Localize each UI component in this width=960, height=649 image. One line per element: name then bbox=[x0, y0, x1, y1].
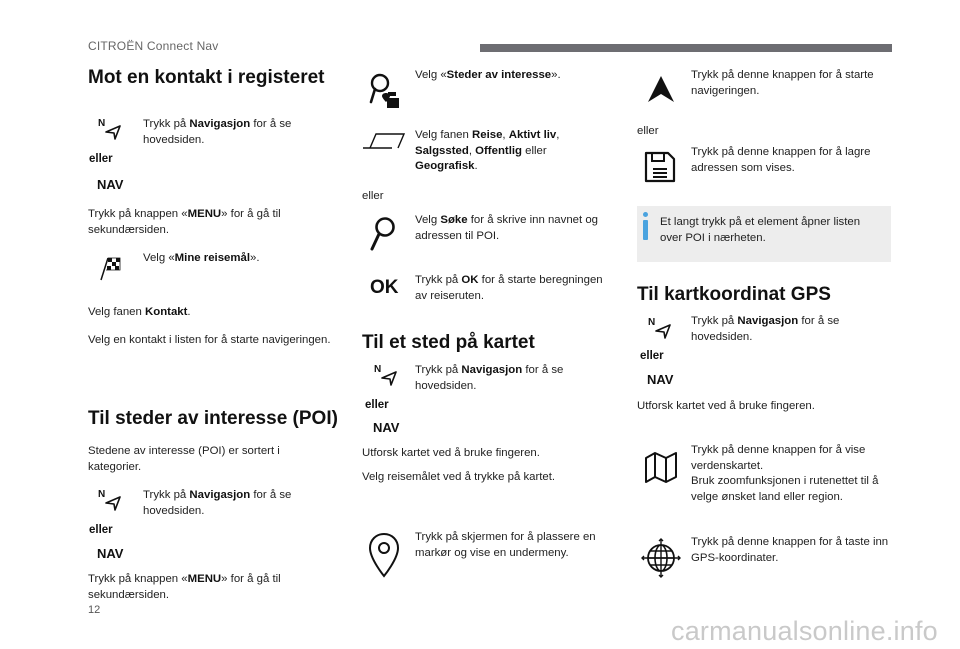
heading-map-place: Til et sted på kartet bbox=[362, 332, 535, 353]
info-text: Et langt trykk på et element åpner listen over POI i nærheten. bbox=[660, 216, 861, 244]
navigation-arrow-icon bbox=[380, 370, 398, 386]
page-number: 12 bbox=[88, 604, 101, 616]
marker-instruction: Trykk på skjermen for å plassere en markør og vise en undermeny. bbox=[415, 531, 596, 559]
poi-intro-text: Stedene av interesse (POI) er sortert i kategorier. bbox=[88, 445, 280, 473]
explore-map-text-gps: Utforsk kartet ved å bruke fingeren. bbox=[637, 400, 815, 412]
poi-search-icon bbox=[368, 72, 404, 110]
navigation-arrow-icon bbox=[104, 124, 122, 140]
explore-map-text: Utforsk kartet ved å bruke fingeren. bbox=[362, 447, 540, 459]
nav-letter: N bbox=[98, 489, 106, 500]
nav-button-label: NAV bbox=[97, 546, 124, 561]
world-map-instruction: Trykk på denne knappen for å vise verdenskartet. Bruk zoomfunksjonen i rutenettet til å velge ønsket land eller region. bbox=[691, 444, 879, 503]
save-instruction: Trykk på denne knappen for å lagre adressen som vises. bbox=[691, 146, 871, 174]
poi-tabs-instruction: Velg fanen Reise, Aktivt liv, Salgssted, Offentlig eller Geografisk. bbox=[415, 129, 560, 172]
tabs-icon bbox=[362, 132, 406, 150]
info-icon bbox=[643, 212, 648, 217]
heading-gps: Til kartkoordinat GPS bbox=[637, 284, 831, 305]
ok-button-label: OK bbox=[370, 277, 399, 298]
select-contact-text: Velg en kontakt i listen for å starte navigeringen. bbox=[88, 334, 331, 346]
search-icon bbox=[368, 216, 398, 254]
heading-poi: Til steder av interesse (POI) bbox=[88, 408, 338, 429]
nav-letter: N bbox=[98, 118, 106, 129]
world-map-icon bbox=[644, 450, 678, 484]
nav-button-label: NAV bbox=[97, 177, 124, 192]
ok-instruction: Trykk på OK for å starte beregningen av reiseruten. bbox=[415, 274, 603, 302]
navigation-arrow-icon bbox=[104, 495, 122, 511]
checkered-flag-icon bbox=[98, 255, 122, 281]
info-box bbox=[637, 206, 891, 262]
eller-text: eller bbox=[362, 190, 384, 202]
save-disk-icon bbox=[643, 150, 677, 184]
eller-label: eller bbox=[365, 399, 389, 411]
header-bar bbox=[480, 44, 892, 52]
pick-destination-text: Velg reisemålet ved å trykke på kartet. bbox=[362, 471, 556, 483]
poi-select-instruction: Velg «Steder av interesse». bbox=[415, 69, 561, 81]
flag-instruction: Velg «Mine reisemål». bbox=[143, 252, 260, 264]
nav-instruction: Trykk på Navigasjon for å se hovedsiden. bbox=[415, 364, 564, 392]
navigation-arrow-icon bbox=[654, 323, 672, 339]
search-instruction: Velg Søke for å skrive inn navnet og adressen til POI. bbox=[415, 214, 599, 242]
watermark: carmanualsonline.info bbox=[671, 616, 938, 646]
gps-instruction: Trykk på denne knappen for å taste inn GPS-koordinater. bbox=[691, 536, 889, 564]
nav-instruction: Trykk på Navigasjon for å se hovedsiden. bbox=[143, 489, 292, 517]
info-icon-bar bbox=[643, 220, 648, 240]
globe-icon bbox=[641, 538, 681, 578]
tab-contact-instruction: Velg fanen Kontakt. bbox=[88, 306, 191, 318]
eller-label: eller bbox=[89, 153, 113, 165]
start-navigation-icon bbox=[646, 74, 676, 104]
nav-letter: N bbox=[374, 364, 382, 375]
eller-label: eller bbox=[640, 350, 664, 362]
heading-contact: Mot en kontakt i registeret bbox=[88, 67, 325, 88]
eller-label: eller bbox=[89, 524, 113, 536]
header-title: CITROËN Connect Nav bbox=[88, 39, 219, 53]
menu-instruction-1: Trykk på knappen «MENU» for å gå til sekundærsiden. bbox=[88, 208, 281, 236]
menu-instruction-2: Trykk på knappen «MENU» for å gå til sekundærsiden. bbox=[88, 573, 281, 601]
nav-instruction: Trykk på Navigasjon for å se hovedsiden. bbox=[143, 118, 292, 146]
nav-button-label: NAV bbox=[647, 372, 674, 387]
eller-text: eller bbox=[637, 125, 659, 137]
nav-letter: N bbox=[648, 317, 656, 328]
nav-instruction: Trykk på Navigasjon for å se hovedsiden. bbox=[691, 315, 840, 343]
map-marker-icon bbox=[368, 532, 400, 578]
nav-button-label: NAV bbox=[373, 420, 400, 435]
start-nav-instruction: Trykk på denne knappen for å starte navigeringen. bbox=[691, 69, 874, 97]
